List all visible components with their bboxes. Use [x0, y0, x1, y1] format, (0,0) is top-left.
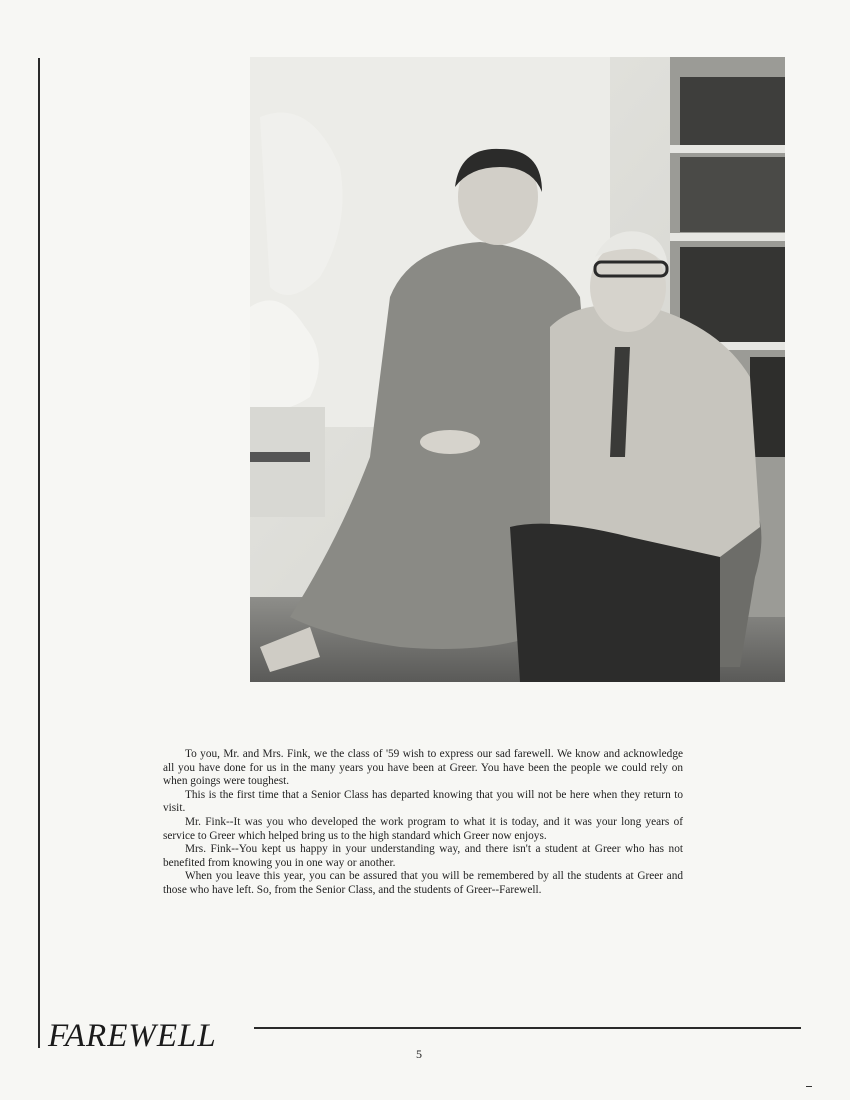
footer-rule: [254, 1027, 801, 1029]
portrait-photo: [250, 57, 785, 682]
paragraph-mrs-fink: Mrs. Fink--You kept us happy in your understanding way, and there isn't a student at Greer who has not benefited from knowing you in one way or another.: [163, 843, 683, 869]
paragraph-closing: When you leave this year, you can be assured that you will be remembered by all the students at Greer and those who have left. So, from the Senior Class, and the students of Greer--Farewell.: [163, 870, 683, 896]
left-margin-rule: [38, 58, 40, 1048]
photo-illustration: [250, 57, 785, 682]
page-number: 5: [416, 1047, 422, 1061]
section-title: FAREWELL: [48, 1018, 217, 1054]
paragraph-first-time: This is the first time that a Senior Class has departed knowing that you will not be here when they return to visit.: [163, 788, 683, 815]
corner-mark: [806, 1086, 812, 1087]
paragraph-intro: To you, Mr. and Mrs. Fink, we the class of '59 wish to express our sad farewell. We know and acknowledge all you have done for us in the many years you have been at Greer. You have been the people we could rely on when goings were toughest.: [163, 748, 683, 788]
farewell-message: [163, 748, 683, 898]
paragraph-mr-fink: Mr. Fink--It was you who developed the work program to what it is today, and it was your long years of service to Greer which helped bring us to the high standard which Greer now enjoys.: [163, 815, 683, 842]
